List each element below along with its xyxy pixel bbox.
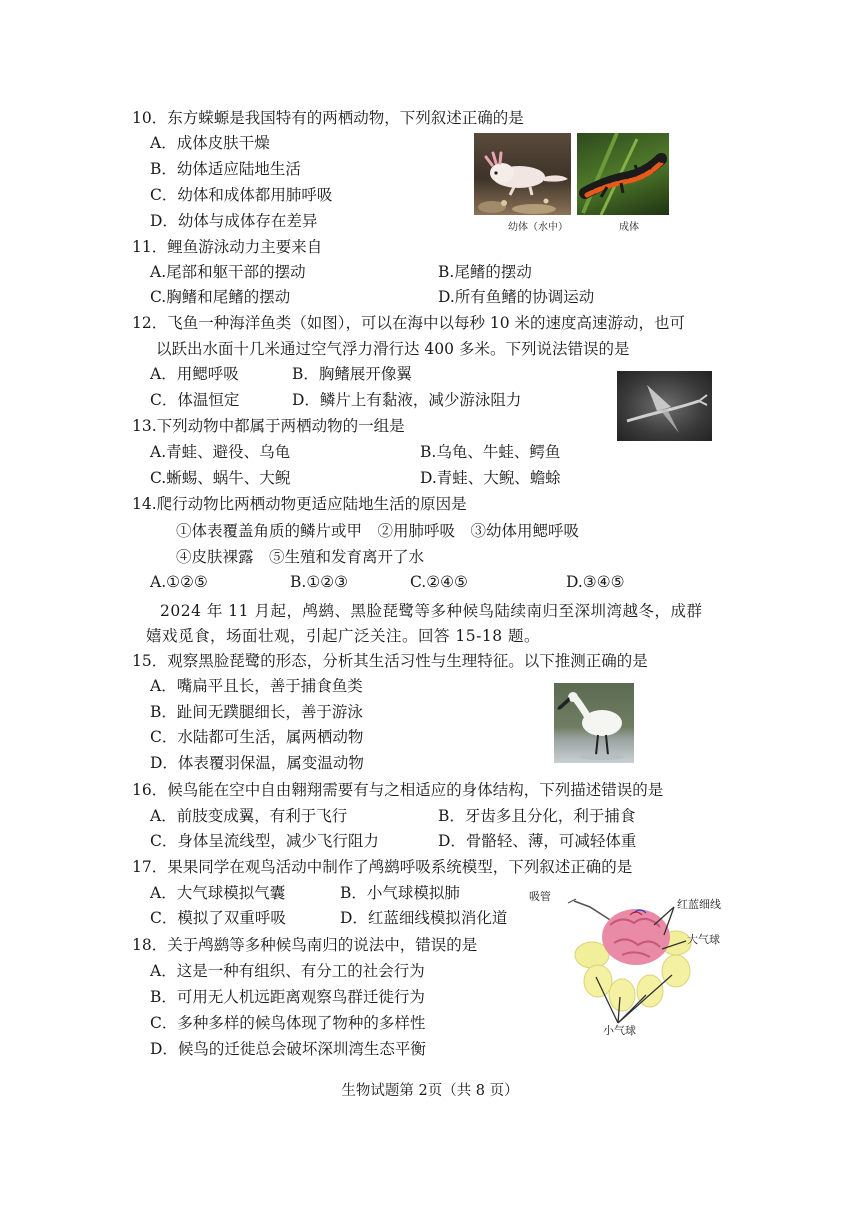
q15-option-a: A．嘴扁平且长，善于捕食鱼类	[150, 677, 363, 695]
q12-option-c: C．体温恒定	[150, 391, 240, 409]
q10-option-c: C．幼体和成体都用肺呼吸	[150, 186, 333, 204]
q12-stem-line2: 以跃出水面十几米通过空气浮力滑行达 400 多米。下列说法错误的是	[156, 340, 630, 358]
q16-stem: 16．候鸟能在空中自由翱翔需要有与之相适应的身体结构，下列描述错误的是	[132, 781, 664, 799]
caption-adult: 成体	[619, 222, 639, 233]
intro-line1: 2024 年 11 月起，鸬鹚、黑脸琵鹭等多种候鸟陆续南归至深圳湾越冬，成群	[160, 602, 703, 620]
q15-option-b: B．趾间无蹼腿细长，善于游泳	[150, 703, 363, 721]
q18-option-d: D．候鸟的迁徙总会破坏深圳湾生态平衡	[150, 1040, 426, 1058]
q14-stem: 14.爬行动物比两栖动物更适应陆地生活的原因是	[132, 495, 467, 513]
q15-option-d: D．体表覆羽保温，属变温动物	[150, 754, 364, 772]
q17-stem: 17．果果同学在观鸟活动中制作了鸬鹚呼吸系统模型，下列叙述正确的是	[132, 858, 633, 876]
q11-option-d: D.所有鱼鳍的协调运动	[438, 288, 595, 306]
label-small-balloon: 小气球	[603, 1024, 636, 1037]
q18-option-b: B．可用无人机远距离观察鸟群迁徙行为	[150, 988, 425, 1006]
q13-option-a: A.青蛙、避役、乌龟	[150, 443, 291, 461]
q14-option-b: B.①②③	[290, 573, 349, 591]
q13-option-d: D.青蛙、大鲵、蟾蜍	[420, 469, 561, 487]
label-tube: 吸管	[529, 890, 551, 903]
spoonbill-photo	[554, 683, 634, 763]
q17-option-d: D．红蓝细线模拟消化道	[340, 909, 508, 927]
intro-line2: 嬉戏觅食，场面壮观，引起广泛关注。回答 15-18 题。	[146, 627, 541, 645]
q14-items-line1: ①体表覆盖角质的鳞片或甲 ②用肺呼吸 ③幼体用鳃呼吸	[176, 522, 580, 540]
q18-option-c: C．多种多样的候鸟体现了物种的多样性	[150, 1014, 426, 1032]
newt-adult-photo	[577, 133, 669, 215]
q10-option-d: D．幼体与成体存在差异	[150, 212, 318, 230]
q13-option-b: B.乌龟、牛蛙、鳄鱼	[420, 443, 561, 461]
q11-option-a: A.尾部和躯干部的摆动	[150, 263, 306, 281]
q17-option-b: B．小气球模拟肺	[340, 884, 460, 902]
caption-larva: 幼体（水中）	[508, 222, 568, 233]
q11-stem: 11．鲤鱼游泳动力主要来自	[132, 238, 323, 256]
q16-option-d: D．骨骼轻、薄，可减轻体重	[438, 832, 637, 850]
q10-stem: 10．东方蝾螈是我国特有的两栖动物，下列叙述正确的是	[132, 109, 524, 127]
q11-option-b: B.尾鳍的摆动	[438, 263, 532, 281]
q14-items-line2: ④皮肤裸露 ⑤生殖和发育离开了水	[176, 548, 425, 566]
q17-option-a: A．大气球模拟气囊	[150, 884, 286, 902]
page-footer: 生物试题第 2页（共 8 页）	[341, 1083, 519, 1099]
q18-stem: 18．关于鸬鹚等多种候鸟南归的说法中，错误的是	[132, 936, 478, 954]
q12-option-b: B．胸鳍展开像翼	[292, 365, 412, 383]
label-red-blue-lines: 红蓝细线	[677, 898, 721, 911]
q15-option-c: C．水陆都可生活，属两栖动物	[150, 728, 364, 746]
q11-option-c: C.胸鳍和尾鳍的摆动	[150, 288, 291, 306]
q15-stem: 15．观察黑脸琵鹭的形态，分析其生活习性与生理特征。以下推测正确的是	[132, 652, 648, 670]
q10-option-a: A．成体皮肤干燥	[150, 134, 270, 152]
q12-stem-line1: 12．飞鱼一种海洋鱼类（如图），可以在海中以每秒 10 米的速度高速游动，也可	[132, 314, 686, 332]
q18-option-a: A．这是一种有组织、有分工的社会行为	[150, 962, 425, 980]
q16-option-b: B．牙齿多且分化，利于捕食	[438, 807, 636, 825]
q14-option-a: A.①②⑤	[150, 573, 208, 591]
q14-option-c: C.②④⑤	[410, 573, 468, 591]
q16-option-a: A．前肢变成翼，有利于飞行	[150, 807, 348, 825]
q14-option-d: D.③④⑤	[566, 573, 625, 591]
label-big-balloon: 大气球	[687, 933, 720, 946]
q17-option-c: C．模拟了双重呼吸	[150, 909, 286, 927]
newt-larva-photo	[474, 133, 571, 215]
q10-option-b: B．幼体适应陆地生活	[150, 160, 301, 178]
flying-fish-photo	[617, 371, 712, 441]
q16-option-c: C．身体呈流线型，减少飞行阻力	[150, 832, 379, 850]
q12-option-d: D．鳞片上有黏液，减少游泳阻力	[292, 391, 522, 409]
q13-stem: 13.下列动物中都属于两栖动物的一组是	[132, 417, 405, 435]
q12-option-a: A．用鳃呼吸	[150, 365, 239, 383]
q13-option-c: C.蜥蜴、蜗牛、大鲵	[150, 469, 291, 487]
